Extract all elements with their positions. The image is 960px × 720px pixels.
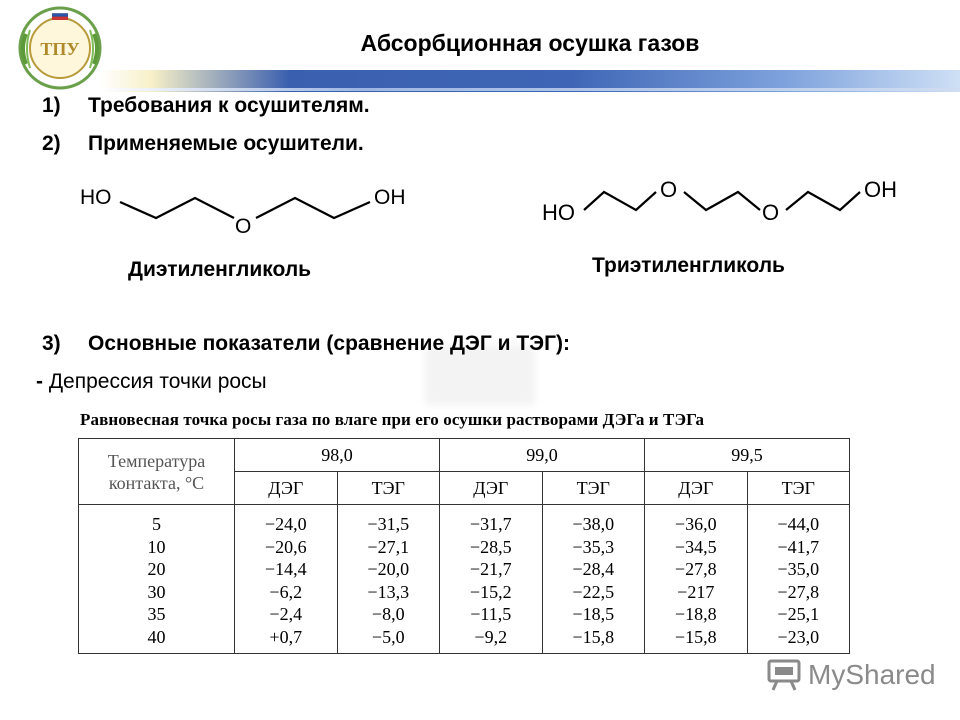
- table-cell: −21,7: [469, 559, 512, 579]
- deg-structure-diagram: [78, 176, 428, 246]
- concentration-header: 99,5: [645, 439, 850, 472]
- deg-atom-ho: HO: [80, 186, 112, 209]
- list-number: 1): [42, 94, 61, 117]
- table-cell: −5,0: [371, 626, 405, 647]
- watermark-text: MyShared: [808, 659, 936, 690]
- table-cell: −14,4: [264, 559, 307, 579]
- table-cell: −38,0: [572, 514, 615, 534]
- table-cell: −35,3: [572, 536, 615, 557]
- table-cell: −20,0: [367, 559, 410, 579]
- table-cell: −15,8: [572, 626, 615, 647]
- table-caption: Равновесная точка росы газа по влаге при его осушки растворами ДЭГа и ТЭГа: [80, 410, 705, 429]
- table-cell: −27,8: [777, 581, 820, 602]
- glycol-header: ДЭГ: [440, 472, 543, 505]
- glycol-header: ДЭГ: [645, 472, 748, 505]
- teg-atom-o2: O: [762, 200, 780, 225]
- value-column: [542, 505, 645, 654]
- table-cell: −15,8: [674, 626, 717, 647]
- table-cell: 40: [147, 626, 166, 647]
- deg-atom-oh: OH: [374, 186, 406, 209]
- list-item-2: [42, 132, 364, 156]
- glycol-header: ТЭГ: [337, 472, 440, 505]
- header-underline: [100, 88, 960, 91]
- table-cell: −8,0: [371, 604, 405, 624]
- myshared-watermark: [766, 655, 936, 695]
- list-text: Применяемые осушители.: [88, 132, 364, 155]
- table-cell: −36,0: [674, 514, 717, 534]
- table-cell: −31,5: [367, 514, 410, 534]
- subitem-dash: -: [36, 370, 43, 393]
- table-cell: 35: [147, 604, 166, 624]
- value-column: [440, 505, 543, 654]
- table-cell: −18,5: [572, 604, 615, 624]
- subitem-dew-point: [36, 370, 267, 394]
- table-cell: 30: [147, 581, 166, 602]
- table-cell: −35,0: [777, 559, 820, 579]
- value-column: [645, 505, 748, 654]
- table-cell: −24,0: [264, 514, 307, 534]
- table-cell: −18,8: [674, 604, 717, 624]
- list-number: 3): [42, 332, 61, 355]
- teg-structure-diagram: [540, 170, 920, 240]
- teg-atom-o1: O: [660, 177, 678, 202]
- table-cell: 5: [152, 514, 161, 534]
- table-cell: −27,1: [367, 536, 410, 557]
- value-column: [747, 505, 850, 654]
- table-cell: −6,2: [269, 581, 303, 602]
- table-cell: −27,8: [674, 559, 717, 579]
- deg-atom-o: O: [235, 215, 252, 238]
- list-text: Основные показатели (сравнение ДЭГ и ТЭГ):: [88, 332, 571, 355]
- table-cell: +0,7: [269, 626, 303, 647]
- table-row-header: [79, 439, 235, 505]
- list-item-1: [42, 94, 370, 118]
- table-cell: 10: [147, 536, 166, 557]
- value-column: [337, 505, 440, 654]
- teg-atom-oh: OH: [864, 177, 897, 202]
- list-number: 2): [42, 132, 61, 155]
- row-header-line2: контакта, °С: [108, 472, 205, 493]
- table-cell: 20: [147, 559, 166, 579]
- concentration-header: 99,0: [440, 439, 645, 472]
- table-cell: −25,1: [777, 604, 820, 624]
- page-title: Абсорбционная осушка газов: [360, 30, 700, 56]
- list-item-3: [42, 332, 570, 356]
- table-cell: −9,2: [474, 626, 508, 647]
- subitem-text: Депрессия точки росы: [43, 370, 267, 393]
- table-cell: −28,4: [572, 559, 615, 579]
- table-cell: −31,7: [469, 514, 512, 534]
- deg-name: Диэтиленгликоль: [128, 258, 312, 281]
- table-cell: −15,2: [469, 581, 512, 602]
- dew-point-table: [78, 438, 850, 654]
- temperature-column: [79, 505, 235, 654]
- glycol-header: ТЭГ: [747, 472, 850, 505]
- table-cell: −44,0: [777, 514, 820, 534]
- table-header-row-concentration: [79, 439, 850, 472]
- svg-text:ТПУ: ТПУ: [40, 39, 80, 59]
- table-cell: −11,5: [470, 604, 512, 624]
- table-cell: −2,4: [269, 604, 303, 624]
- table-cell: −34,5: [674, 536, 717, 557]
- table-cell: −23,0: [777, 626, 820, 647]
- table-cell: −13,3: [367, 581, 410, 602]
- table-cell: −28,5: [469, 536, 512, 557]
- list-text: Требования к осушителям.: [88, 94, 370, 117]
- glycol-header: ТЭГ: [542, 472, 645, 505]
- glycol-header: ДЭГ: [235, 472, 338, 505]
- table-cell: −22,5: [572, 581, 615, 602]
- concentration-header: 98,0: [235, 439, 440, 472]
- table-cell: −217: [677, 581, 715, 602]
- table-cell: −41,7: [777, 536, 820, 557]
- table-cell: −20,6: [264, 536, 307, 557]
- presentation-board-icon: [766, 658, 802, 692]
- value-column: [235, 505, 338, 654]
- table-body-row: [79, 505, 850, 654]
- teg-name: Триэтиленгликоль: [592, 254, 785, 277]
- teg-atom-ho: HO: [542, 200, 575, 225]
- row-header-line1: Температура: [107, 450, 206, 471]
